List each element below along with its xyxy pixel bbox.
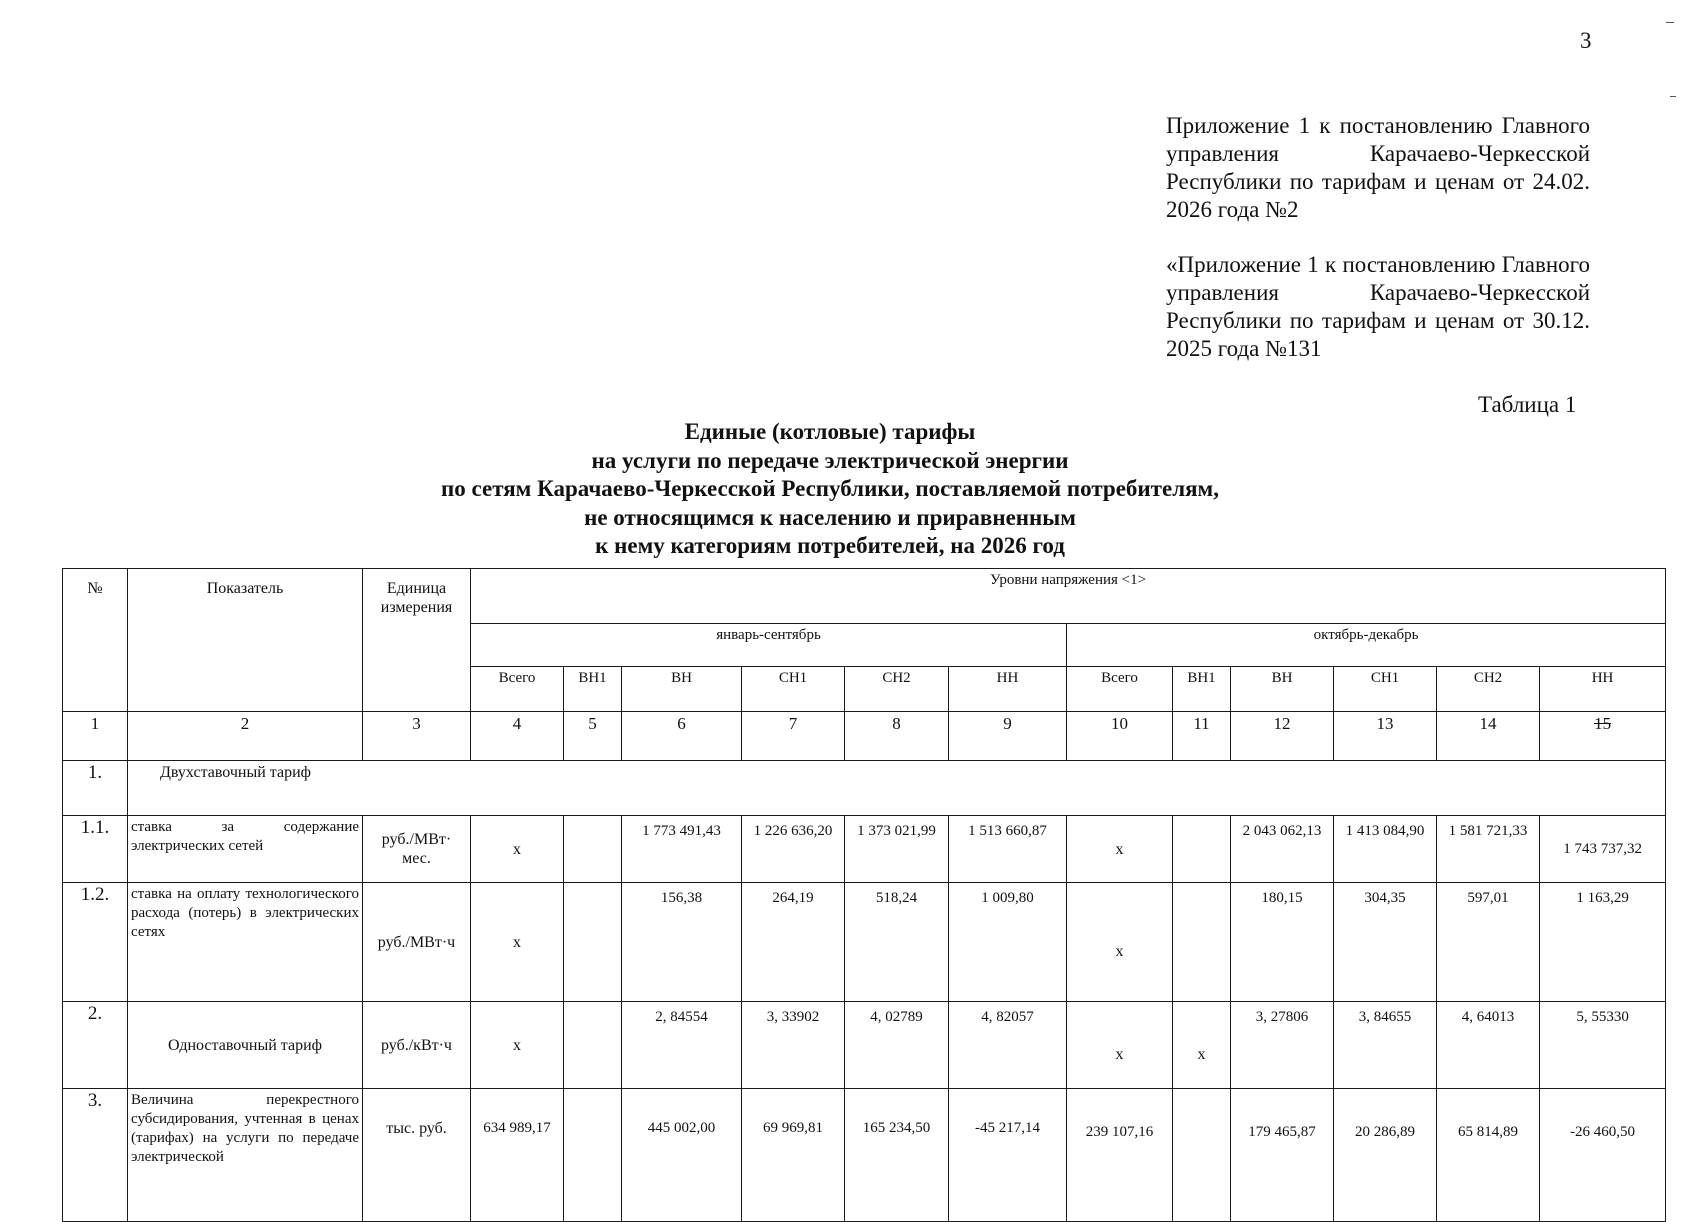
cell-value: 445 002,00	[622, 1089, 742, 1222]
cell-value: 2 043 062,13	[1231, 816, 1334, 883]
row-unit: тыс. руб.	[363, 1089, 471, 1222]
column-number: 1	[63, 712, 128, 761]
appendix-current	[1166, 112, 1590, 224]
table-label: Таблица 1	[1478, 392, 1577, 417]
row-unit: руб./МВт·ч	[363, 883, 471, 1002]
row-indicator: Двухставочный тариф	[128, 761, 1666, 816]
appendix-current-text: Приложение 1 к постановлению Главного управления Карачаево-Черкесской Республики по тарифам и ценам от 24.02. 2026 года №2	[1166, 113, 1590, 222]
row-number: 3.	[63, 1089, 128, 1222]
cell-value: 5, 55330	[1540, 1002, 1666, 1089]
cell-value: 4, 82057	[949, 1002, 1067, 1089]
cell-value: -45 217,14	[949, 1089, 1067, 1222]
header-row	[63, 569, 1666, 624]
column-header: СН1	[1334, 667, 1437, 712]
cell-value: 156,38	[622, 883, 742, 1002]
row-number: 1.2.	[63, 883, 128, 1002]
header-voltage-levels: Уровни напряжения <1>	[471, 569, 1666, 624]
cell-value: х	[1067, 883, 1173, 1002]
cell-value: х	[471, 883, 564, 1002]
cell-value: 597,01	[1437, 883, 1540, 1002]
cell-value: 304,35	[1334, 883, 1437, 1002]
column-header: Всего	[1067, 667, 1173, 712]
column-number: 8	[845, 712, 949, 761]
cell-value: 1 743 737,32	[1540, 816, 1666, 883]
title-line: Единые (котловые) тарифы	[684, 419, 976, 444]
cell-value: 1 581 721,33	[1437, 816, 1540, 883]
cell-value: 264,19	[742, 883, 845, 1002]
column-number-row	[63, 712, 1666, 761]
cell-value: 1 009,80	[949, 883, 1067, 1002]
row-number: 2.	[63, 1002, 128, 1089]
cell-value	[564, 816, 622, 883]
cell-value: 3, 33902	[742, 1002, 845, 1089]
title-line: к нему категориям потребителей, на 2026 год	[595, 533, 1065, 558]
row-indicator: ставка на оплату технологического расхода (потерь) в электрических сетях	[128, 883, 363, 1002]
column-number-struck: 15	[1540, 712, 1666, 761]
cell-value: 1 373 021,99	[845, 816, 949, 883]
column-header: СН2	[845, 667, 949, 712]
cell-value: 179 465,87	[1231, 1089, 1334, 1222]
column-header: НН	[949, 667, 1067, 712]
cell-value	[564, 883, 622, 1002]
cell-value	[1173, 883, 1231, 1002]
cell-value: х	[1067, 816, 1173, 883]
cell-value: 3, 27806	[1231, 1002, 1334, 1089]
header-unit: Единица измерения	[363, 569, 471, 712]
row-indicator: Величина перекрестного субсидирования, учтенная в ценах (тарифах) на услуги по передаче электрической	[128, 1089, 363, 1222]
header-period: октябрь-декабрь	[1067, 624, 1666, 667]
title-line: не относящимся к населению и приравненным	[584, 504, 1076, 530]
cell-value: 2, 84554	[622, 1002, 742, 1089]
column-header: ВН1	[564, 667, 622, 712]
cell-value: х	[1173, 1002, 1231, 1089]
cell-value	[564, 1089, 622, 1222]
row-unit: руб./МВт· мес.	[363, 816, 471, 883]
cell-value	[1173, 1089, 1231, 1222]
appendix-previous	[1166, 251, 1590, 363]
table-row	[63, 761, 1666, 816]
table-row	[63, 1089, 1666, 1222]
column-number: 4	[471, 712, 564, 761]
row-number: 1.1.	[63, 816, 128, 883]
table-row	[63, 1002, 1666, 1089]
cell-value	[1173, 816, 1231, 883]
column-header: ВН1	[1173, 667, 1231, 712]
header-number: №	[63, 569, 128, 712]
title-line: на услуги по передаче электрической энергии	[591, 447, 1069, 473]
cell-value: х	[471, 816, 564, 883]
column-header: НН	[1540, 667, 1666, 712]
header-indicator: Показатель	[128, 569, 363, 712]
column-header: Всего	[471, 667, 564, 712]
cell-value: 65 814,89	[1437, 1089, 1540, 1222]
column-header: СН1	[742, 667, 845, 712]
margin-mark	[1666, 22, 1674, 23]
column-number: 7	[742, 712, 845, 761]
cell-value: -26 460,50	[1540, 1089, 1666, 1222]
appendix-previous-text: «Приложение 1 к постановлению Главного управления Карачаево-Черкесской Республики по тарифам и ценам от 30.12. 2025 года №131	[1166, 252, 1590, 361]
cell-value: 180,15	[1231, 883, 1334, 1002]
column-number: 5	[564, 712, 622, 761]
cell-value: 20 286,89	[1334, 1089, 1437, 1222]
column-number: 13	[1334, 712, 1437, 761]
cell-value: 4, 64013	[1437, 1002, 1540, 1089]
cell-value: 634 989,17	[471, 1089, 564, 1222]
column-number: 14	[1437, 712, 1540, 761]
row-indicator: Одноставочный тариф	[128, 1002, 363, 1089]
title-line: по сетям Карачаево-Черкесской Республики, поставляемой потребителям,	[441, 476, 1219, 501]
cell-value: 3, 84655	[1334, 1002, 1437, 1089]
cell-value: 1 413 084,90	[1334, 816, 1437, 883]
cell-value: 518,24	[845, 883, 949, 1002]
column-number: 11	[1173, 712, 1231, 761]
tariff-table	[62, 568, 1666, 1222]
row-number: 1.	[63, 761, 128, 816]
column-number: 12	[1231, 712, 1334, 761]
column-header: СН2	[1437, 667, 1540, 712]
column-number: 2	[128, 712, 363, 761]
row-unit: руб./кВт·ч	[363, 1002, 471, 1089]
row-indicator: ставка за содержание электрических сетей	[128, 816, 363, 883]
header-period: январь-сентябрь	[471, 624, 1067, 667]
column-number: 6	[622, 712, 742, 761]
cell-value: 1 773 491,43	[622, 816, 742, 883]
cell-value: 1 513 660,87	[949, 816, 1067, 883]
table-row	[63, 816, 1666, 883]
cell-value: х	[1067, 1002, 1173, 1089]
column-number: 3	[363, 712, 471, 761]
cell-value: 239 107,16	[1067, 1089, 1173, 1222]
column-header: ВН	[622, 667, 742, 712]
cell-value: х	[471, 1002, 564, 1089]
table-row	[63, 883, 1666, 1002]
cell-value: 4, 02789	[845, 1002, 949, 1089]
column-header: ВН	[1231, 667, 1334, 712]
cell-value: 69 969,81	[742, 1089, 845, 1222]
margin-mark	[1670, 96, 1676, 97]
cell-value: 1 226 636,20	[742, 816, 845, 883]
cell-value: 165 234,50	[845, 1089, 949, 1222]
cell-value: 1 163,29	[1540, 883, 1666, 1002]
cell-value	[564, 1002, 622, 1089]
document-title	[370, 418, 1290, 561]
column-number: 9	[949, 712, 1067, 761]
page-number: 3	[1580, 28, 1592, 53]
column-number: 10	[1067, 712, 1173, 761]
